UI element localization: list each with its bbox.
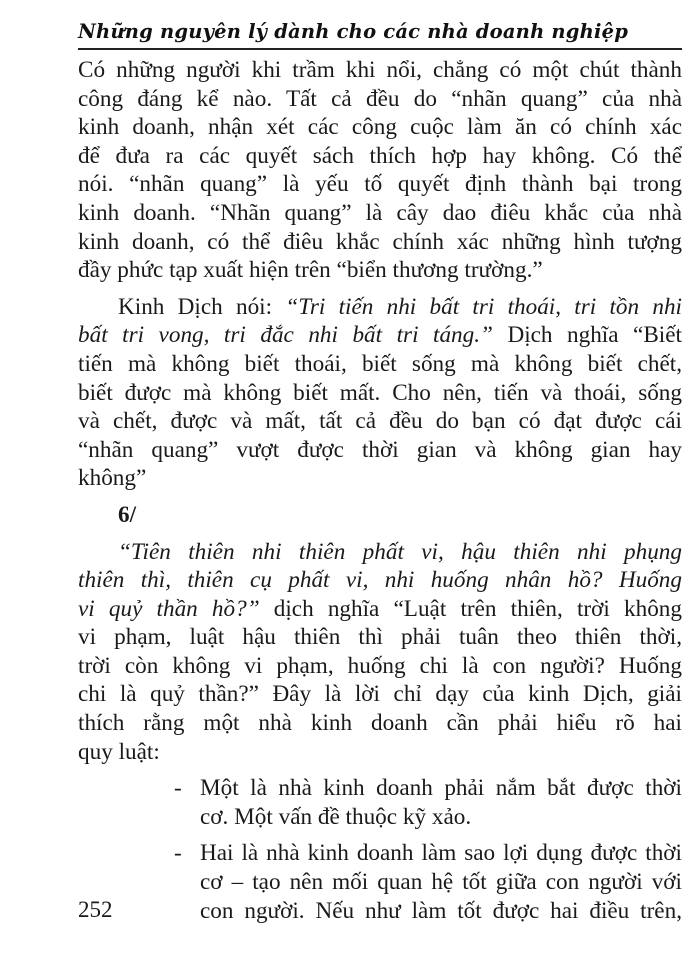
running-header [78, 16, 682, 48]
text-line: không” [78, 465, 147, 492]
text-line: để đưa ra các quyết sách thích hợp hay không. Có thể [78, 142, 682, 169]
text-run: dịch nghĩa “Luật trên thiên, trời không [259, 595, 682, 622]
text-line: cơ. Một vấn đề thuộc kỹ xảo. [200, 803, 472, 830]
text-line: cơ – tạo nên mối quan hệ tốt giữa con người với [200, 869, 682, 896]
text-line: thích rằng một nhà kinh doanh cần phải hiểu rõ hai [78, 710, 682, 737]
text-line [78, 595, 682, 624]
text-line: Một là nhà kinh doanh phải nắm bắt được thời [200, 775, 682, 802]
text-line: biết được mà không biết mất. Cho nên, tiến và thoái, sống [78, 379, 682, 406]
text-run: Kinh Dịch nói: [118, 293, 286, 320]
text-line [78, 293, 682, 322]
bullet-item [174, 774, 682, 831]
quote-italic: bất tri vong, tri đắc nhi bất tri táng.” [78, 322, 493, 349]
text-run: Dịch nghĩa “Biết [492, 322, 682, 349]
paragraph-3 [78, 538, 682, 767]
text-line: con người. Nếu như làm tốt được hai điều trên, [200, 897, 682, 924]
quote-italic: thiên thì, thiên cụ phất vi, nhi huống nhân hồ? Huống [78, 567, 682, 594]
text-line: kinh doanh. “Nhãn quang” là cây dao điêu khắc của nhà [78, 199, 682, 226]
quote-italic: “Tiên thiên nhi thiên phất vi, hậu thiên nhi phụng [118, 538, 682, 565]
text-line: tiến mà không biết thoái, biết sống mà không biết chết, [78, 350, 682, 377]
text-line [78, 321, 682, 350]
bullet-item [174, 839, 682, 925]
running-title: Những nguyên lý dành cho các nhà doanh nghiệp [78, 20, 629, 43]
bullet-dash-icon: - [174, 840, 182, 867]
quote-italic: vi quỷ thần hồ?” [78, 595, 260, 622]
text-line: quy luật: [78, 738, 160, 765]
quote-italic: “Tri tiến nhi bất tri thoái, tri tồn nhi [285, 293, 682, 320]
header-rule-divider [78, 48, 682, 50]
paragraph-2 [78, 293, 682, 493]
bullet-dash-icon: - [174, 775, 182, 802]
section-heading: 6/ [118, 501, 137, 528]
text-line: đầy phức tạp xuất hiện trên “biển thương trường.” [78, 257, 543, 284]
text-line: và chết, được và mất, tất cả đều do bạn có đạt được cái [78, 408, 682, 435]
text-line: chi là quỷ thần?” Đây là lời chỉ dạy của kinh Dịch, giải [78, 681, 682, 708]
text-line: “nhãn quang” vượt được thời gian và không gian hay [78, 436, 682, 463]
text-line: nói. “nhãn quang” là yếu tố quyết định thành bại trong [78, 171, 682, 198]
text-line: kinh doanh, có thể điêu khắc chính xác những hình tượng [78, 228, 682, 255]
page-body [78, 56, 682, 925]
text-line: Hai là nhà kinh doanh làm sao lợi dụng được thời [200, 840, 682, 867]
text-line: vi phạm, luật hậu thiên thì phải tuân theo thiên thời, [78, 624, 682, 651]
text-line: trời còn không vi phạm, huống chi là con người? Huống [78, 652, 682, 679]
paragraph-1 [78, 56, 682, 285]
bullet-list [174, 774, 682, 925]
page-number: 252 [78, 897, 113, 922]
text-line: Có những người khi trầm khi nổi, chẳng có một chút thành [78, 57, 682, 83]
text-line: công đáng kể nào. Tất cả đều do “nhãn quang” của nhà [78, 85, 682, 112]
text-line: kinh doanh, nhận xét các công cuộc làm ăn có chính xác [78, 114, 682, 141]
